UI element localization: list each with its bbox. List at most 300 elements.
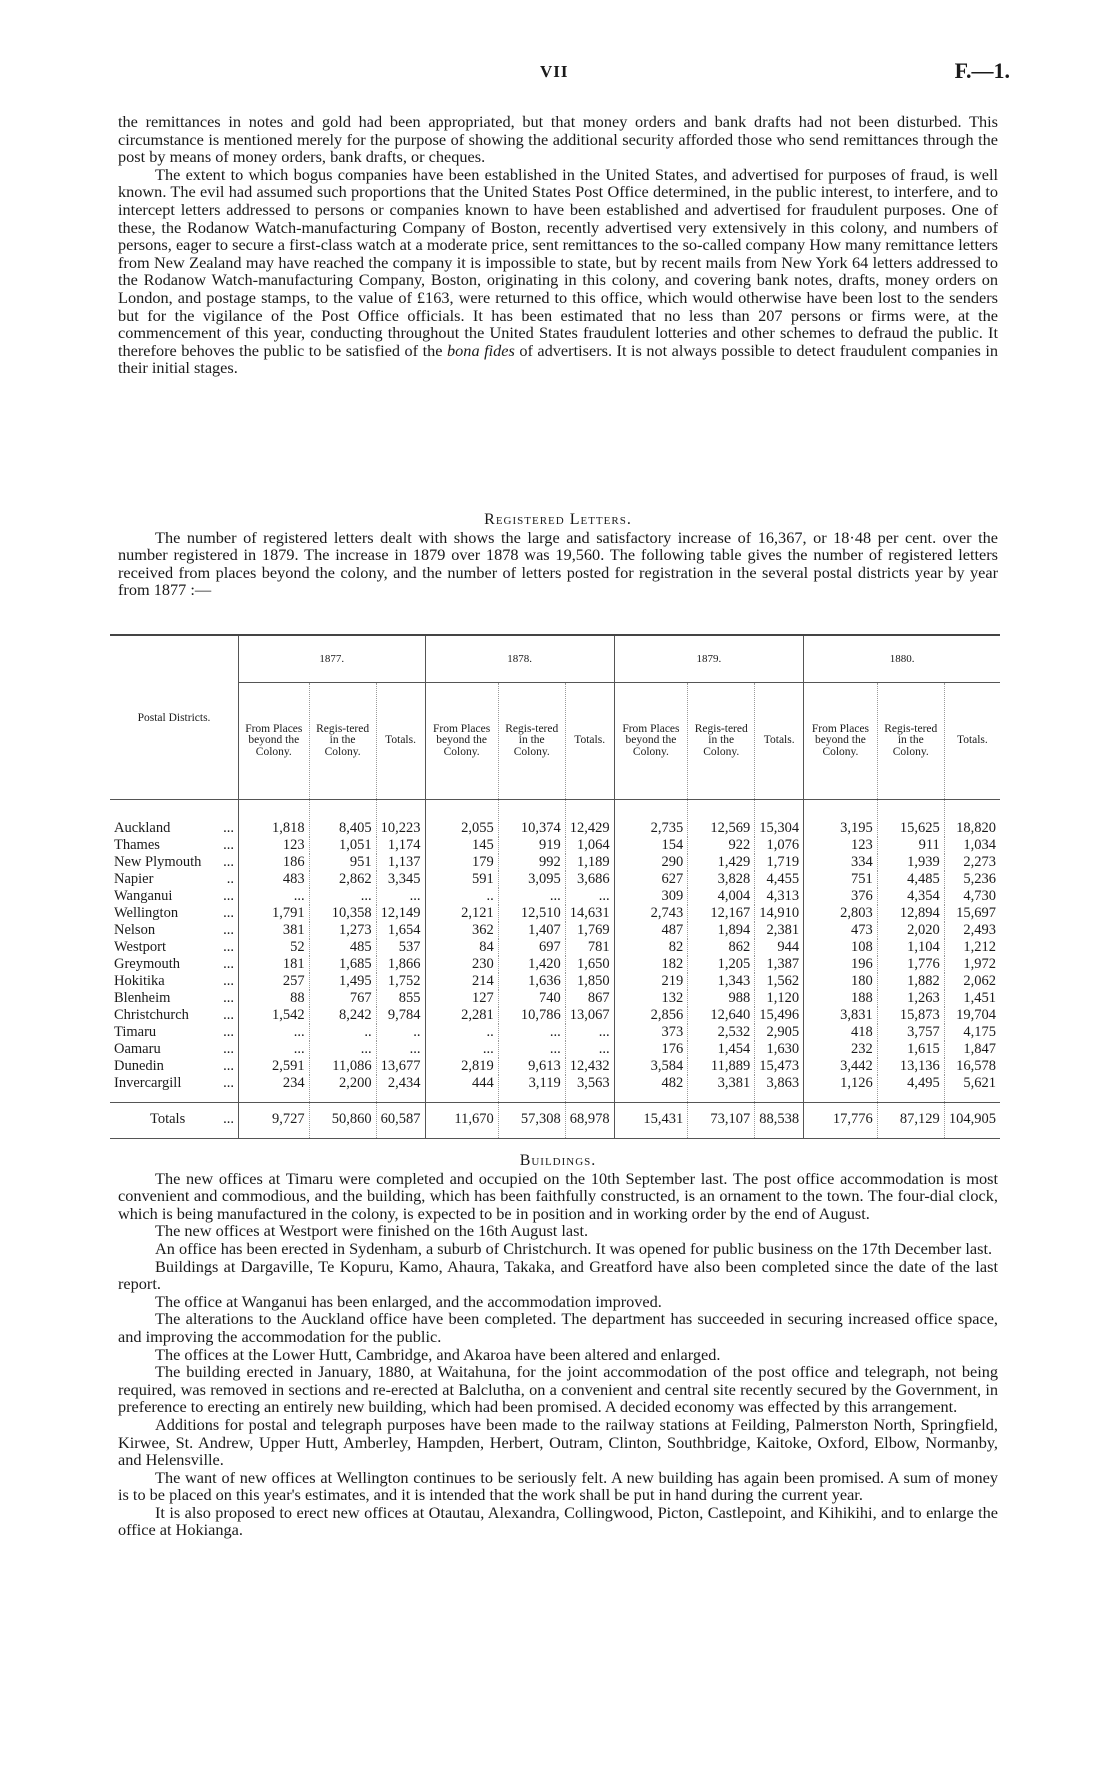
table-cell: 5,621: [944, 1075, 1000, 1103]
table-cell: 2,905: [755, 1024, 804, 1041]
table-cell: 1,212: [944, 939, 1000, 956]
table-cell: 176: [614, 1041, 688, 1058]
table-cell: ...: [565, 1041, 614, 1058]
table-cell: 3,863: [755, 1075, 804, 1103]
table-cell: 145: [425, 837, 498, 854]
table-cell: 15,473: [755, 1058, 804, 1075]
totals-cell: 50,860: [309, 1103, 376, 1139]
table-cell: ..: [425, 888, 498, 905]
district-name: [110, 956, 239, 973]
table-cell: 444: [425, 1075, 498, 1103]
buildings-paragraph: The want of new offices at Wellington continues to be seriously felt. A new building has again been promised. A sum of money is to be placed on this year's estimates, and it is intended that the work shall be put in hand during the current year.: [118, 1467, 998, 1505]
table-row: [110, 1007, 1000, 1024]
table-cell: 487: [614, 922, 688, 939]
registered-letters-table: [110, 634, 1000, 1139]
table-cell: 4,313: [755, 888, 804, 905]
table-cell: 3,195: [804, 800, 878, 838]
page-number: VII: [540, 62, 569, 81]
table-cell: 12,432: [565, 1058, 614, 1075]
subheader-totals: Totals.: [755, 683, 804, 800]
table-cell: 3,831: [804, 1007, 878, 1024]
table-cell: 15,304: [755, 800, 804, 838]
leader-dots: ...: [223, 1041, 234, 1057]
subheader-from-beyond: From Places beyond the Colony.: [804, 683, 878, 800]
table-cell: 108: [804, 939, 878, 956]
table-cell: 3,119: [498, 1075, 565, 1103]
table-cell: 1,630: [755, 1041, 804, 1058]
table-cell: 188: [804, 990, 878, 1007]
table-cell: 862: [688, 939, 755, 956]
district-name: [110, 1024, 239, 1041]
district-label: Nelson: [114, 922, 156, 938]
subheader-totals: Totals.: [376, 683, 425, 800]
table-cell: 1,454: [688, 1041, 755, 1058]
table-cell: 2,735: [614, 800, 688, 838]
table-cell: 12,894: [877, 905, 944, 922]
leader-dots: ...: [223, 1007, 234, 1023]
district-label: Blenheim: [114, 990, 171, 1006]
year-header-1878: 1878.: [425, 635, 614, 683]
table-cell: 4,455: [755, 871, 804, 888]
buildings-paragraph: The new offices at Westport were finished on the 16th August last.: [155, 1221, 589, 1241]
district-name: [110, 800, 239, 838]
totals-cell: 9,727: [239, 1103, 310, 1139]
totals-cell: 57,308: [498, 1103, 565, 1139]
table-cell: 1,685: [309, 956, 376, 973]
table-cell: 1,174: [376, 837, 425, 854]
table-cell: 1,752: [376, 973, 425, 990]
table-row: [110, 973, 1000, 990]
table-cell: 8,405: [309, 800, 376, 838]
table-cell: 1,273: [309, 922, 376, 939]
table-cell: 740: [498, 990, 565, 1007]
table-row: [110, 1041, 1000, 1058]
table-cell: 2,862: [309, 871, 376, 888]
table-cell: 179: [425, 854, 498, 871]
table-cell: 4,004: [688, 888, 755, 905]
district-label: Invercargill: [114, 1075, 182, 1091]
subheader-registered-in-colony: Regis-tered in the Colony.: [688, 683, 755, 800]
table-cell: 1,076: [755, 837, 804, 854]
table-row: [110, 1058, 1000, 1075]
table-cell: 3,686: [565, 871, 614, 888]
table-cell: 1,343: [688, 973, 755, 990]
table-cell: ...: [309, 888, 376, 905]
table-cell: 186: [239, 854, 310, 871]
table-cell: ...: [239, 888, 310, 905]
totals-cell: 88,538: [755, 1103, 804, 1139]
table-row: [110, 800, 1000, 838]
leader-dots: ...: [223, 1075, 234, 1091]
table-cell: ...: [239, 1024, 310, 1041]
table-cell: 3,563: [565, 1075, 614, 1103]
table-cell: 951: [309, 854, 376, 871]
table-cell: 1,051: [309, 837, 376, 854]
table-cell: 2,493: [944, 922, 1000, 939]
table-cell: 1,542: [239, 1007, 310, 1024]
table-cell: 2,819: [425, 1058, 498, 1075]
table-cell: 2,434: [376, 1075, 425, 1103]
table-cell: 11,086: [309, 1058, 376, 1075]
table-cell: 4,354: [877, 888, 944, 905]
table-cell: ...: [565, 888, 614, 905]
table-cell: ...: [309, 1041, 376, 1058]
table-cell: 751: [804, 871, 878, 888]
buildings-paragraph: It is also proposed to erect new offices at Otautau, Alexandra, Collingwood, Picton, Castlepoint, and Kihikihi, and to enlarge the office at Hokianga.: [118, 1502, 998, 1540]
table-cell: 3,381: [688, 1075, 755, 1103]
table-row: [110, 939, 1000, 956]
document-reference: F.—1.: [954, 58, 1010, 83]
table-cell: 1,776: [877, 956, 944, 973]
totals-cell: 15,431: [614, 1103, 688, 1139]
table-cell: 1,387: [755, 956, 804, 973]
table-cell: ...: [498, 888, 565, 905]
table-cell: 12,510: [498, 905, 565, 922]
totals-label-cell: [110, 1103, 239, 1139]
district-name: [110, 1075, 239, 1103]
table-cell: 15,625: [877, 800, 944, 838]
leader-dots: ...: [223, 990, 234, 1006]
buildings-paragraph: The alterations to the Auckland office have been completed. The department has succeeded in securing increased office space, and improving the accommodation for the public.: [118, 1309, 998, 1346]
postal-districts-header: Postal Districts.: [110, 635, 239, 800]
table-cell: 767: [309, 990, 376, 1007]
buildings-paragraph: Additions for postal and telegraph purposes have been made to the railway stations at Feilding, Palmerston North, Springfield, Kirwee, St. Andrew, Upper Hutt, Amberley, Hampden, Herbert, Outram, Clinton, Southbridge, Kaitoke, Oxford, Elbow, Normanby, and Helensville.: [118, 1414, 998, 1470]
district-name: [110, 854, 239, 871]
table-cell: 992: [498, 854, 565, 871]
table-cell: 10,786: [498, 1007, 565, 1024]
table-row: [110, 990, 1000, 1007]
table-cell: ..: [425, 1024, 498, 1041]
intro-paragraph-2: [118, 166, 998, 377]
table-cell: 3,584: [614, 1058, 688, 1075]
table-cell: ..: [309, 1024, 376, 1041]
district-label: Thames: [114, 837, 160, 853]
table-cell: 2,121: [425, 905, 498, 922]
subheader-totals: Totals.: [565, 683, 614, 800]
intro-paragraph-2-text-b: of advertisers. It is not always possible to detect fraudulent companies in their initial stages.: [118, 340, 999, 378]
table-cell: 1,818: [239, 800, 310, 838]
leader-dots: ...: [223, 820, 234, 836]
district-label: Christchurch: [114, 1007, 189, 1023]
table-cell: 591: [425, 871, 498, 888]
table-cell: 473: [804, 922, 878, 939]
subheader-totals: Totals.: [944, 683, 1000, 800]
table-cell: 537: [376, 939, 425, 956]
table-row: [110, 1075, 1000, 1103]
buildings-section: [118, 1150, 998, 1539]
subheader-row: [110, 683, 1000, 800]
totals-row: [110, 1103, 1000, 1139]
district-label: Oamaru: [114, 1041, 161, 1057]
table-cell: 482: [614, 1075, 688, 1103]
table-cell: 12,429: [565, 800, 614, 838]
table-cell: 3,828: [688, 871, 755, 888]
table-cell: 88: [239, 990, 310, 1007]
table-cell: 1,263: [877, 990, 944, 1007]
table-body: [110, 800, 1000, 1139]
table-cell: ..: [376, 1024, 425, 1041]
table-cell: 418: [804, 1024, 878, 1041]
table-row: [110, 888, 1000, 905]
table-cell: 2,281: [425, 1007, 498, 1024]
table-cell: 2,803: [804, 905, 878, 922]
table-cell: 3,442: [804, 1058, 878, 1075]
table-cell: 781: [565, 939, 614, 956]
table-cell: 12,167: [688, 905, 755, 922]
buildings-paragraph: An office has been erected in Sydenham, a suburb of Christchurch. It was opened for public business on the 17th December last.: [155, 1238, 993, 1258]
bona-fides-italic: bona fides: [447, 340, 515, 360]
table-cell: 2,856: [614, 1007, 688, 1024]
subheader-registered-in-colony: Regis-tered in the Colony.: [309, 683, 376, 800]
table-cell: 1,636: [498, 973, 565, 990]
table-cell: 1,769: [565, 922, 614, 939]
table-cell: ...: [425, 1041, 498, 1058]
table-cell: ...: [239, 1041, 310, 1058]
table-cell: 1,205: [688, 956, 755, 973]
table-cell: 82: [614, 939, 688, 956]
district-label: Auckland: [114, 820, 171, 836]
district-name: [110, 922, 239, 939]
table-cell: 181: [239, 956, 310, 973]
table-cell: 1,654: [376, 922, 425, 939]
table-cell: 132: [614, 990, 688, 1007]
district-name: [110, 871, 239, 888]
table-cell: 988: [688, 990, 755, 1007]
district-label: Wellington: [114, 905, 179, 921]
leader-dots: ...: [223, 837, 234, 853]
table-cell: 1,719: [755, 854, 804, 871]
table-cell: 1,866: [376, 956, 425, 973]
table-cell: 2,381: [755, 922, 804, 939]
table-cell: 1,429: [688, 854, 755, 871]
district-name: [110, 990, 239, 1007]
table-cell: 1,189: [565, 854, 614, 871]
table-row: [110, 837, 1000, 854]
intro-paragraph-1: the remittances in notes and gold had been appropriated, but that money orders and bank drafts had not been disturbed. This circumstance is mentioned merely for the purpose of showing the additional security afforded those who send remittances through the post by means of money orders, bank drafts, or cheques.: [118, 112, 998, 167]
table-cell: 2,591: [239, 1058, 310, 1075]
table-cell: 19,704: [944, 1007, 1000, 1024]
table-cell: 4,495: [877, 1075, 944, 1103]
table-cell: 14,631: [565, 905, 614, 922]
leader-dots: ..: [226, 871, 234, 887]
table-cell: 182: [614, 956, 688, 973]
table-cell: 1,650: [565, 956, 614, 973]
buildings-paragraph: The offices at the Lower Hutt, Cambridge, and Akaroa have been altered and enlarged.: [155, 1344, 721, 1364]
table-cell: 1,420: [498, 956, 565, 973]
table-cell: 697: [498, 939, 565, 956]
leader-dots: ...: [223, 888, 234, 904]
totals-cell: 68,978: [565, 1103, 614, 1139]
table-cell: 627: [614, 871, 688, 888]
table-cell: 309: [614, 888, 688, 905]
table-cell: 5,236: [944, 871, 1000, 888]
table-cell: 14,910: [755, 905, 804, 922]
table-cell: 2,020: [877, 922, 944, 939]
table-cell: 485: [309, 939, 376, 956]
table-cell: 15,697: [944, 905, 1000, 922]
totals-cell: 87,129: [877, 1103, 944, 1139]
subheader-from-beyond: From Places beyond the Colony.: [239, 683, 310, 800]
leader-dots: ...: [223, 1058, 234, 1074]
table-cell: 219: [614, 973, 688, 990]
table-cell: 52: [239, 939, 310, 956]
table-cell: 230: [425, 956, 498, 973]
leader-dots: ...: [223, 905, 234, 921]
table-cell: 1,120: [755, 990, 804, 1007]
table-cell: 15,496: [755, 1007, 804, 1024]
table-cell: 1,064: [565, 837, 614, 854]
table-cell: 11,889: [688, 1058, 755, 1075]
table-cell: 3,345: [376, 871, 425, 888]
table-cell: 127: [425, 990, 498, 1007]
table-cell: 483: [239, 871, 310, 888]
table-row: [110, 922, 1000, 939]
table-cell: 154: [614, 837, 688, 854]
subheader-registered-in-colony: Regis-tered in the Colony.: [877, 683, 944, 800]
district-label: New Plymouth: [114, 854, 202, 870]
table-cell: 12,640: [688, 1007, 755, 1024]
table-cell: 9,613: [498, 1058, 565, 1075]
table-cell: 13,677: [376, 1058, 425, 1075]
district-label: Westport: [114, 939, 166, 955]
table-cell: 196: [804, 956, 878, 973]
district-name: [110, 1041, 239, 1058]
leader-dots: ...: [223, 973, 234, 989]
table-cell: 10,374: [498, 800, 565, 838]
table-cell: 1,562: [755, 973, 804, 990]
page-header: [0, 58, 1114, 92]
table-cell: 2,532: [688, 1024, 755, 1041]
year-header-1880: 1880.: [804, 635, 1000, 683]
table-cell: 2,273: [944, 854, 1000, 871]
leader-dots: ...: [223, 1024, 234, 1040]
table-row: [110, 1024, 1000, 1041]
table-cell: 1,126: [804, 1075, 878, 1103]
district-label: Hokitika: [114, 973, 165, 989]
table-cell: 922: [688, 837, 755, 854]
table-cell: 13,136: [877, 1058, 944, 1075]
table-row: [110, 905, 1000, 922]
table-cell: 867: [565, 990, 614, 1007]
table-cell: 4,730: [944, 888, 1000, 905]
table-cell: 257: [239, 973, 310, 990]
table-cell: 855: [376, 990, 425, 1007]
table-cell: 944: [755, 939, 804, 956]
district-name: [110, 905, 239, 922]
table-cell: 1,137: [376, 854, 425, 871]
buildings-paragraph: The new offices at Timaru were completed and occupied on the 10th September last. The post office accommodation is most convenient and commodious, and the building, which has been faithfully constructed, is an ornament to the town. The four-dial clock, which is being manufactured in the colony, is expected to be in position and in working order by the end of August.: [118, 1168, 998, 1223]
table-cell: 376: [804, 888, 878, 905]
buildings-paragraph: The building erected in January, 1880, at Waitahuna, for the joint accommodation of the post office and telegraph, not being required, was removed in sections and re-erected at Balclutha, on a convenient and central site recently secured by the Government, in preference to erecting an entirely new building, which had been promised. A decided economy was effected by this arrangement.: [118, 1362, 998, 1417]
table-cell: 2,062: [944, 973, 1000, 990]
table-cell: 9,784: [376, 1007, 425, 1024]
intro-paragraph-2-text-a: The extent to which bogus companies have been established in the United States, and advertised for purposes of fraud, is well known. The evil had assumed such proportions that the United States Post Office determined, in the public interest, to interfere, and to intercept letters addressed to persons or companies known to have been established and advertised for fraudulent purposes. One of these, the Rodanow Watch-manufacturing Company of Boston, recently advertised very extensively in this colony, and numbers of persons, eager to secure a first-class watch at a moderate price, sent remittances to the so-called company How many remittance letters from New Zealand may have reached the company it is impossible to state, but by recent mails from New York 64 letters addressed to the Rodanow Watch-manufacturing Company, Boston, originating in this colony, and covering bank notes, drafts, money orders on London, and postage stamps, to the value of £163, were returned to this office, which would otherwise have been lost to the senders but for the vigilance of the Post Office officials. It has been estimated that no less than 207 persons or firms were, at the commencement of this year, conducting throughout the United States fraudulent lotteries and other schemes to defraud the public. It therefore behoves the public to be satisfied of the: [118, 164, 998, 360]
registered-letters-heading: Registered Letters.: [484, 511, 632, 528]
district-label: Dunedin: [114, 1058, 164, 1074]
table-cell: 1,847: [944, 1041, 1000, 1058]
leader-dots: ...: [223, 939, 234, 955]
subheader-registered-in-colony: Regis-tered in the Colony.: [498, 683, 565, 800]
table-cell: 1,791: [239, 905, 310, 922]
table-cell: 232: [804, 1041, 878, 1058]
table-cell: 1,972: [944, 956, 1000, 973]
buildings-paragraphs: [118, 1170, 998, 1539]
district-label: Timaru: [114, 1024, 157, 1040]
table-cell: 10,223: [376, 800, 425, 838]
leader-dots: ...: [223, 956, 234, 972]
table-cell: 2,743: [614, 905, 688, 922]
district-name: [110, 939, 239, 956]
intro-section: [118, 113, 998, 377]
district-label: Wanganui: [114, 888, 173, 904]
district-name: [110, 888, 239, 905]
leader-dots: ...: [223, 1111, 234, 1127]
registered-letters-paragraph: The number of registered letters dealt with shows the large and satisfactory increase of 16,367, or 18·48 per cent. over the number registered in 1879. The increase in 1879 over 1878 was 19,560. The following table gives the number of registered letters received from places beyond the colony, and the number of letters posted for registration in the several postal districts year by year from 1877 :—: [118, 527, 998, 600]
table-cell: 123: [804, 837, 878, 854]
totals-cell: 17,776: [804, 1103, 878, 1139]
table-cell: 1,882: [877, 973, 944, 990]
table-cell: 1,894: [688, 922, 755, 939]
district-name: [110, 973, 239, 990]
table-cell: 911: [877, 837, 944, 854]
table-cell: 234: [239, 1075, 310, 1103]
district-name: [110, 1007, 239, 1024]
totals-cell: 104,905: [944, 1103, 1000, 1139]
table-cell: ...: [565, 1024, 614, 1041]
table-cell: 381: [239, 922, 310, 939]
table-cell: 4,485: [877, 871, 944, 888]
table-cell: 12,569: [688, 800, 755, 838]
table-row: [110, 956, 1000, 973]
table-cell: 1,451: [944, 990, 1000, 1007]
buildings-paragraph: The office at Wanganui has been enlarged, and the accommodation improved.: [155, 1291, 662, 1311]
leader-dots: ...: [223, 854, 234, 870]
table-cell: 10,358: [309, 905, 376, 922]
table-cell: 334: [804, 854, 878, 871]
year-header-1879: 1879.: [614, 635, 804, 683]
table-cell: 362: [425, 922, 498, 939]
table-cell: 84: [425, 939, 498, 956]
table-cell: 1,104: [877, 939, 944, 956]
buildings-paragraph: Buildings at Dargaville, Te Kopuru, Kamo, Ahaura, Takaka, and Greatford have also been completed since the date of the last report.: [118, 1256, 998, 1294]
table-cell: 2,055: [425, 800, 498, 838]
table-cell: 1,495: [309, 973, 376, 990]
table-cell: 214: [425, 973, 498, 990]
table-cell: 123: [239, 837, 310, 854]
table-cell: ...: [376, 1041, 425, 1058]
table-cell: 12,149: [376, 905, 425, 922]
table-cell: 4,175: [944, 1024, 1000, 1041]
table-cell: 16,578: [944, 1058, 1000, 1075]
leader-dots: ...: [223, 922, 234, 938]
table-cell: 919: [498, 837, 565, 854]
table-cell: 180: [804, 973, 878, 990]
year-header-1877: 1877.: [239, 635, 426, 683]
table-cell: 1,850: [565, 973, 614, 990]
buildings-heading: Buildings.: [519, 1152, 597, 1169]
district-label: Napier: [114, 871, 154, 887]
district-name: [110, 1058, 239, 1075]
registered-letters-section: [118, 509, 998, 599]
table-cell: ...: [498, 1024, 565, 1041]
table-cell: 8,242: [309, 1007, 376, 1024]
table-cell: 3,095: [498, 871, 565, 888]
table-cell: ...: [498, 1041, 565, 1058]
totals-cell: 73,107: [688, 1103, 755, 1139]
subheader-from-beyond: From Places beyond the Colony.: [614, 683, 688, 800]
table-cell: 3,757: [877, 1024, 944, 1041]
table-cell: 290: [614, 854, 688, 871]
